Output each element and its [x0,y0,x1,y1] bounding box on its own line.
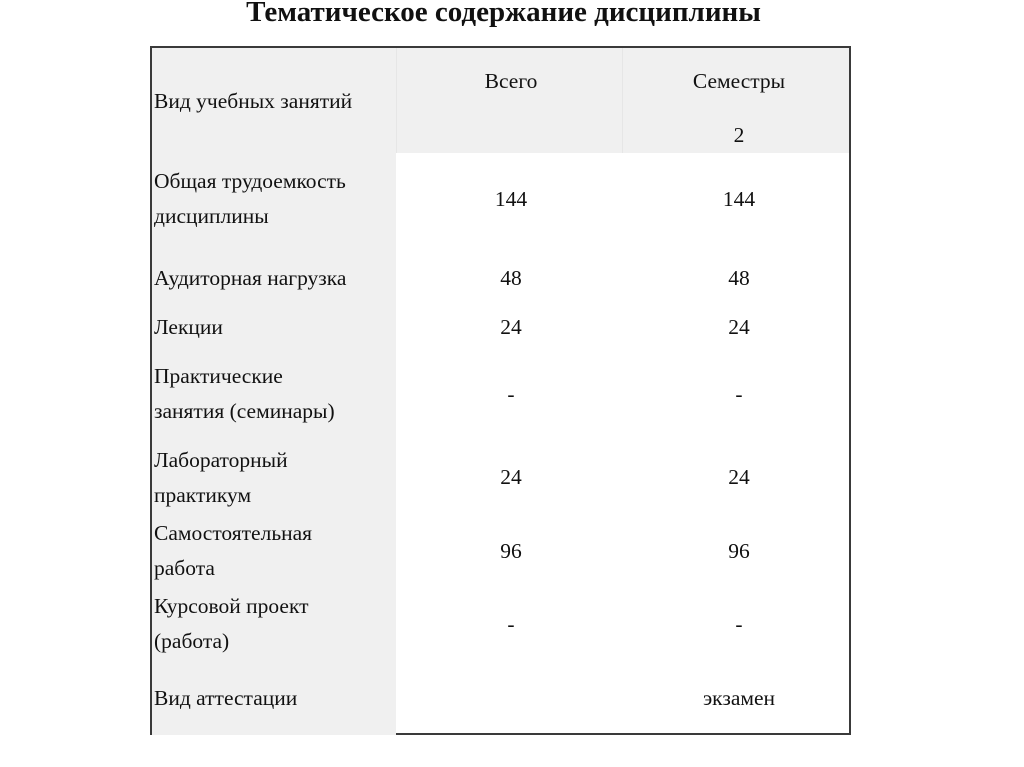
row-label: Самостоятельная [154,521,313,545]
row-label: Курсовой проект [154,594,309,618]
row-total-value: 96 [500,539,522,563]
row-label: Вид аттестации [154,686,298,710]
row-semester-value: экзамен [702,686,776,710]
row-label: Общая трудоемкость [154,169,346,193]
row-total-value: 24 [500,315,522,339]
row-semester-value: 144 [722,187,756,211]
row-label: (работа) [154,629,230,653]
row-semester-value: 24 [728,465,750,489]
header-semester-number: 2 [733,123,745,147]
row-label: Аудиторная нагрузка [154,266,347,290]
header-activity-type: Вид учебных занятий [154,89,353,113]
header-total: Всего [484,69,538,93]
row-label: Практические [154,364,283,388]
page-title: Тематическое содержание дисциплины [246,0,761,28]
discipline-content-table [150,46,851,735]
row-label: работа [154,556,215,580]
row-total-value: - [507,612,515,636]
row-total-value: 24 [500,465,522,489]
row-total-value: - [507,382,515,406]
row-total-value: 48 [500,266,522,290]
row-total-value: 144 [494,187,528,211]
row-label: практикум [154,483,252,507]
row-semester-value: 24 [728,315,750,339]
header-semesters: Семестры [692,69,786,93]
row-label: Лабораторный [154,448,288,472]
row-label: дисциплины [154,204,269,228]
row-semester-value: 96 [728,539,750,563]
row-label: занятия (семинары) [154,399,335,423]
row-semester-value: 48 [728,266,750,290]
row-semester-value: - [735,382,743,406]
row-semester-value: - [735,612,743,636]
row-label: Лекции [154,315,223,339]
